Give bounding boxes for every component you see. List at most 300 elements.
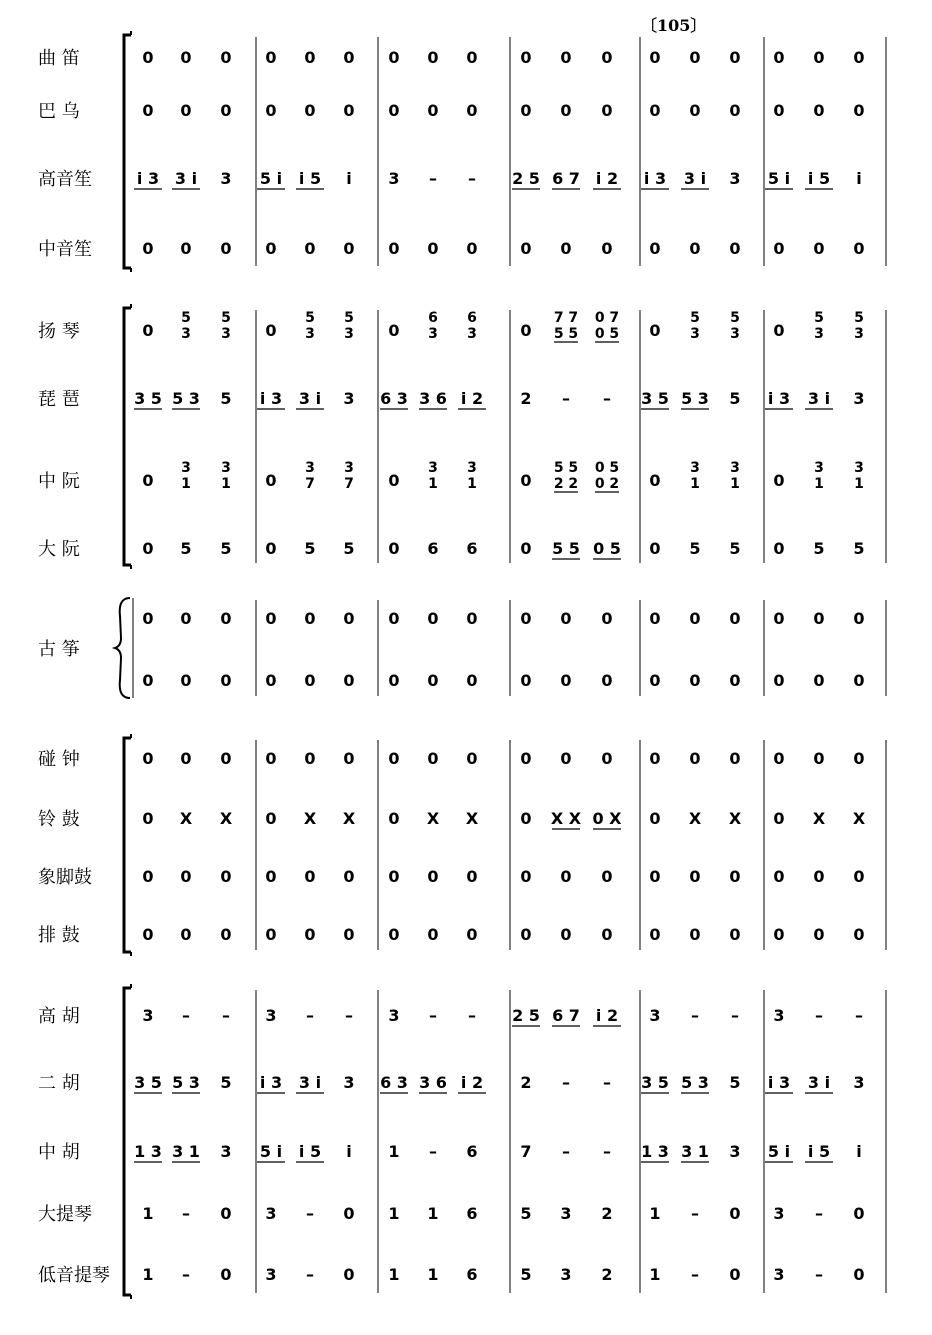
note: 3 5	[641, 1073, 669, 1092]
note: 0	[729, 239, 741, 258]
note: 0	[773, 925, 785, 944]
note: 0	[180, 101, 192, 120]
chord-upper-note: 5	[730, 310, 740, 326]
chord-upper-note: 5	[305, 310, 315, 326]
chord-lower-note: 1	[221, 476, 231, 492]
note: 5	[729, 389, 741, 408]
chord-lower-note: 1	[467, 476, 477, 492]
chord-upper-note: 3	[467, 460, 477, 476]
note: 3	[343, 389, 355, 408]
note: 0	[265, 48, 277, 67]
note: 0	[180, 48, 192, 67]
note: 3 i	[807, 1073, 831, 1092]
note: 0	[304, 239, 316, 258]
note: 0	[265, 867, 277, 886]
note: 5 3	[172, 1073, 200, 1092]
note: 0	[304, 925, 316, 944]
note: 0	[388, 925, 400, 944]
note: –	[691, 1006, 699, 1025]
note: 3 5	[134, 389, 162, 408]
note: 0	[142, 925, 154, 944]
note: –	[345, 1006, 353, 1025]
note: 3 1	[681, 1142, 709, 1161]
note: 2 5	[512, 1006, 540, 1025]
note: 0	[265, 471, 277, 490]
note: 0	[689, 867, 701, 886]
note: 0	[813, 925, 825, 944]
note: 3	[853, 389, 865, 408]
instrument-label: 大提琴	[38, 1204, 92, 1225]
note: 6	[427, 539, 439, 558]
note: –	[562, 1073, 570, 1092]
note: 3 5	[134, 1073, 162, 1092]
note: 0	[853, 671, 865, 690]
note: 1 3	[134, 1142, 162, 1161]
note: 5	[304, 539, 316, 558]
chord-upper-note: 3	[854, 460, 864, 476]
note: 0	[773, 809, 785, 828]
note: 3 i	[807, 389, 831, 408]
note: 0	[813, 867, 825, 886]
note: 1	[142, 1204, 154, 1223]
note: 0 X	[592, 809, 622, 828]
note: 3	[649, 1006, 661, 1025]
note: 0	[773, 671, 785, 690]
note: 0	[689, 101, 701, 120]
note: 0	[689, 671, 701, 690]
chord-upper-note: 5	[344, 310, 354, 326]
note: i 3	[767, 1073, 791, 1092]
note: 0	[853, 609, 865, 628]
chord-upper-note: 0 7	[594, 310, 620, 326]
note: 0	[689, 239, 701, 258]
note: 0	[649, 609, 661, 628]
note: –	[306, 1006, 314, 1025]
note: 0	[689, 609, 701, 628]
note: 0	[649, 48, 661, 67]
note: 3	[560, 1204, 572, 1223]
chord-upper-note: 3	[730, 460, 740, 476]
note: 5	[729, 539, 741, 558]
chord-lower-note: 1	[854, 476, 864, 492]
note: 3 i	[298, 1073, 322, 1092]
note: 0	[729, 101, 741, 120]
note: 0	[220, 925, 232, 944]
note: 0	[304, 671, 316, 690]
note: –	[222, 1006, 230, 1025]
note: 0	[773, 321, 785, 340]
note: 0	[520, 867, 532, 886]
note: i	[346, 169, 352, 188]
chord-lower-note: 3	[854, 326, 864, 342]
note: –	[429, 169, 437, 188]
note: i 2	[460, 389, 484, 408]
instrument-label: 中音笙	[38, 239, 92, 260]
note: X	[219, 809, 233, 828]
note: 0	[601, 867, 613, 886]
note: 5	[520, 1265, 532, 1284]
note: 0	[142, 539, 154, 558]
chord-lower-note: 3	[344, 326, 354, 342]
note: 0	[773, 867, 785, 886]
note: i 5	[807, 1142, 831, 1161]
note: 3 i	[298, 389, 322, 408]
note: 0	[520, 471, 532, 490]
note: 0	[466, 239, 478, 258]
note: 5	[689, 539, 701, 558]
note: 0	[520, 925, 532, 944]
note: –	[562, 1142, 570, 1161]
note: 0	[520, 609, 532, 628]
note: 0	[520, 809, 532, 828]
note: –	[429, 1142, 437, 1161]
note: 0	[853, 925, 865, 944]
note: –	[468, 169, 476, 188]
note: 6	[466, 1142, 478, 1161]
chord-lower-note: 7	[344, 476, 354, 492]
chord-lower-note: 3	[690, 326, 700, 342]
chord-lower-note: 3	[428, 326, 438, 342]
note: 0	[853, 749, 865, 768]
note: 0	[560, 671, 572, 690]
chord-lower-note: 1	[181, 476, 191, 492]
instrument-label: 扬 琴	[38, 321, 80, 342]
note: 0	[813, 671, 825, 690]
chord-lower-note: 1	[428, 476, 438, 492]
note: –	[603, 1142, 611, 1161]
note: 0	[649, 809, 661, 828]
note: 0	[388, 101, 400, 120]
instrument-label: 低音提琴	[38, 1265, 110, 1286]
note: 3	[388, 169, 400, 188]
note: 0	[649, 101, 661, 120]
note: 0	[729, 671, 741, 690]
note: 0	[142, 321, 154, 340]
note: 0	[729, 1265, 741, 1284]
note: 3	[265, 1204, 277, 1223]
note: i 2	[595, 169, 619, 188]
note: 0	[773, 471, 785, 490]
note: X	[852, 809, 866, 828]
note: –	[603, 1073, 611, 1092]
note: 0	[466, 101, 478, 120]
note: 0	[560, 925, 572, 944]
note: 0	[265, 539, 277, 558]
note: –	[815, 1204, 823, 1223]
note: 0	[601, 609, 613, 628]
note: 0	[265, 239, 277, 258]
note: 0	[520, 239, 532, 258]
note: 0	[265, 321, 277, 340]
note: 0	[343, 749, 355, 768]
note: X	[728, 809, 742, 828]
note: X	[426, 809, 440, 828]
note: 0	[601, 101, 613, 120]
note: 0	[853, 101, 865, 120]
note: 0	[813, 609, 825, 628]
note: 3	[853, 1073, 865, 1092]
chord-lower-note: 3	[181, 326, 191, 342]
instrument-label: 巴 乌	[38, 101, 80, 122]
instrument-label: 排 鼓	[38, 925, 80, 946]
chord-lower-note: 3	[814, 326, 824, 342]
note: i	[346, 1142, 352, 1161]
note: 0	[649, 749, 661, 768]
chord-lower-note: 0 5	[594, 326, 620, 342]
note: 0	[649, 539, 661, 558]
note: 0	[853, 239, 865, 258]
rehearsal-mark: 〔105〕	[641, 16, 707, 35]
note: –	[815, 1265, 823, 1284]
instrument-label: 碰 钟	[38, 749, 80, 770]
note: 0	[180, 671, 192, 690]
note: X	[812, 809, 826, 828]
chord-upper-note: 0 5	[594, 460, 620, 476]
note: 0	[142, 239, 154, 258]
note: 3 i	[683, 169, 707, 188]
note: 0	[853, 48, 865, 67]
note: 0	[466, 609, 478, 628]
note: 0	[813, 749, 825, 768]
chord-lower-note: 2 2	[553, 476, 579, 492]
note: 5 i	[767, 1142, 791, 1161]
note: 0	[773, 749, 785, 768]
note: 1	[649, 1265, 661, 1284]
group-bracket	[124, 988, 131, 1295]
note: 0	[220, 1265, 232, 1284]
note: –	[691, 1265, 699, 1284]
note: 0	[427, 925, 439, 944]
note: 0	[220, 867, 232, 886]
chord-lower-note: 1	[730, 476, 740, 492]
note: 1	[142, 1265, 154, 1284]
note: –	[562, 389, 570, 408]
note: i 3	[136, 169, 160, 188]
note: 0	[388, 749, 400, 768]
chord-upper-note: 7 7	[553, 310, 579, 326]
note: 0	[343, 925, 355, 944]
note: 0	[813, 239, 825, 258]
note: 0	[265, 671, 277, 690]
note: 0	[520, 321, 532, 340]
note: 0	[343, 48, 355, 67]
note: 0	[729, 1204, 741, 1223]
note: X	[303, 809, 317, 828]
note: 0	[649, 239, 661, 258]
note: 0	[520, 48, 532, 67]
note: 1	[427, 1204, 439, 1223]
note: 0	[343, 609, 355, 628]
note: 0	[343, 1265, 355, 1284]
chord-upper-note: 5	[690, 310, 700, 326]
note: 0	[689, 48, 701, 67]
note: 0	[466, 671, 478, 690]
note: 0	[388, 671, 400, 690]
note: 3	[388, 1006, 400, 1025]
note: 0	[142, 809, 154, 828]
instrument-labels	[38, 48, 110, 1286]
chord-upper-note: 3	[428, 460, 438, 476]
note: 5	[343, 539, 355, 558]
note: 0	[601, 749, 613, 768]
note: 0	[265, 609, 277, 628]
note: i	[856, 1142, 862, 1161]
note: –	[182, 1265, 190, 1284]
note: –	[306, 1265, 314, 1284]
note: 0	[180, 609, 192, 628]
note: 5	[220, 539, 232, 558]
note: 1	[388, 1142, 400, 1161]
note: 0	[265, 925, 277, 944]
note: –	[691, 1204, 699, 1223]
chord-upper-note: 5	[854, 310, 864, 326]
note: 0	[601, 925, 613, 944]
note: 6	[466, 539, 478, 558]
note: 0	[304, 48, 316, 67]
note: –	[182, 1204, 190, 1223]
instrument-label: 二 胡	[38, 1073, 80, 1094]
instrument-label: 古 筝	[38, 639, 80, 660]
note: 0	[220, 48, 232, 67]
note: 0	[560, 101, 572, 120]
note: 0	[220, 1204, 232, 1223]
note: 0	[560, 239, 572, 258]
note: 3	[220, 169, 232, 188]
note: 5 5	[552, 539, 580, 558]
note: 0	[560, 48, 572, 67]
note: 3 5	[641, 389, 669, 408]
note: –	[815, 1006, 823, 1025]
chord-upper-note: 5	[181, 310, 191, 326]
note: 0	[220, 101, 232, 120]
note: 3	[265, 1006, 277, 1025]
chord-upper-note: 3	[305, 460, 315, 476]
chord-lower-note: 3	[221, 326, 231, 342]
note: 5	[813, 539, 825, 558]
note: 0	[773, 101, 785, 120]
note: 2	[601, 1265, 613, 1284]
note: 0	[853, 867, 865, 886]
note: 5 i	[767, 169, 791, 188]
note: 0	[853, 1204, 865, 1223]
note: i 3	[643, 169, 667, 188]
note: 1	[427, 1265, 439, 1284]
chord-lower-note: 7	[305, 476, 315, 492]
chord-upper-note: 5	[814, 310, 824, 326]
note: 2 5	[512, 169, 540, 188]
note: –	[603, 389, 611, 408]
note: 5	[853, 539, 865, 558]
note: 5	[220, 389, 232, 408]
chord-upper-note: 5 5	[553, 460, 579, 476]
note: 3 i	[174, 169, 198, 188]
note: 0	[560, 867, 572, 886]
note: 5	[520, 1204, 532, 1223]
note: 0	[560, 749, 572, 768]
note: i 2	[460, 1073, 484, 1092]
note: 0	[265, 809, 277, 828]
note: 0	[729, 867, 741, 886]
note: i 5	[298, 169, 322, 188]
note: 0	[520, 101, 532, 120]
note: –	[731, 1006, 739, 1025]
note: 0	[427, 48, 439, 67]
note: 0	[853, 1265, 865, 1284]
note: 0	[220, 239, 232, 258]
note: 1 3	[641, 1142, 669, 1161]
instrument-label: 高音笙	[38, 169, 92, 190]
note: 0	[466, 867, 478, 886]
note: i 3	[259, 1073, 283, 1092]
note: 0	[180, 239, 192, 258]
note: 1	[388, 1265, 400, 1284]
note: 0	[601, 239, 613, 258]
note: 0	[813, 101, 825, 120]
note: 0	[142, 48, 154, 67]
note: 3	[773, 1006, 785, 1025]
note: i 3	[767, 389, 791, 408]
note: 0	[180, 925, 192, 944]
instrument-label: 象脚鼓	[38, 867, 92, 888]
note: 6 7	[552, 1006, 580, 1025]
note: 0	[689, 925, 701, 944]
note: i 5	[807, 169, 831, 188]
note: 0	[142, 749, 154, 768]
note: –	[182, 1006, 190, 1025]
instrument-label: 中 阮	[38, 471, 80, 492]
note: 0	[466, 48, 478, 67]
note: 0	[520, 539, 532, 558]
note: 0	[427, 867, 439, 886]
note: 0	[220, 671, 232, 690]
note: 0	[343, 1204, 355, 1223]
note: 5 3	[681, 389, 709, 408]
note: 0	[388, 539, 400, 558]
note: 0	[427, 101, 439, 120]
note: 0	[388, 809, 400, 828]
chord-upper-note: 3	[344, 460, 354, 476]
note: 0	[180, 867, 192, 886]
brackets-layer	[115, 31, 133, 1299]
note: 3	[265, 1265, 277, 1284]
note: 0	[773, 239, 785, 258]
note: 0	[304, 749, 316, 768]
note: 0	[343, 867, 355, 886]
note: X	[179, 809, 193, 828]
note: 5 3	[681, 1073, 709, 1092]
note: 0	[427, 239, 439, 258]
chord-upper-note: 3	[221, 460, 231, 476]
chord-upper-note: 5	[221, 310, 231, 326]
note: i 5	[298, 1142, 322, 1161]
notes-layer	[134, 48, 866, 1284]
chord-upper-note: 6	[467, 310, 477, 326]
note: 0	[343, 101, 355, 120]
note: 3 6	[419, 389, 447, 408]
note: 0	[773, 48, 785, 67]
note: 0	[388, 867, 400, 886]
note: 0	[388, 471, 400, 490]
note: 0	[773, 609, 785, 628]
chord-lower-note: 3	[467, 326, 477, 342]
note: X	[342, 809, 356, 828]
instrument-label: 大 阮	[38, 539, 80, 560]
note: 0	[265, 749, 277, 768]
note: 0	[520, 749, 532, 768]
chord-lower-note: 1	[690, 476, 700, 492]
note: X	[465, 809, 479, 828]
note: 0	[142, 101, 154, 120]
